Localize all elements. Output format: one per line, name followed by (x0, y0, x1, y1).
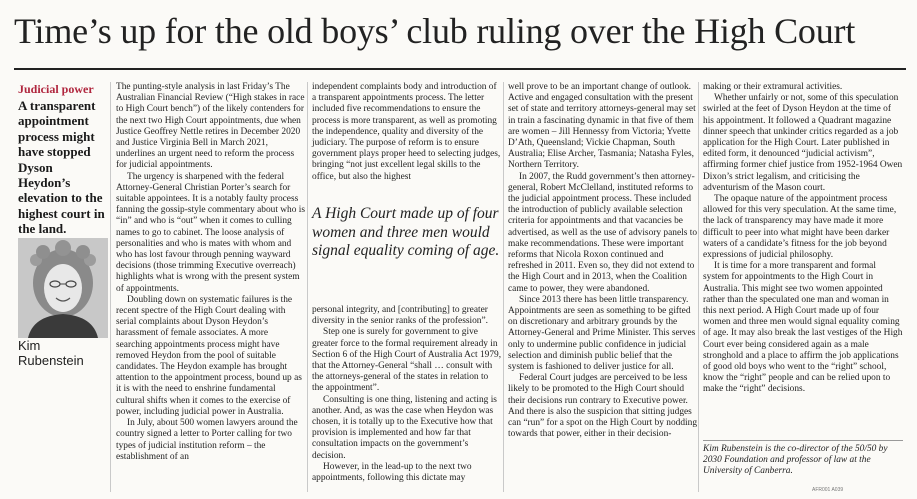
paragraph: well prove to be an important change of outlook. Active and engaged consultation with the present set of state and territory attorneys-general may set in train a fascinating dynamic in that five of them are women – Jill Hennessy from Victoria; Yvette D’Ath, Queensland; Vickie Chapman, South Australia; Elise Archer, Tasmania; Natasha Fyles, Northern Territory. (508, 82, 696, 171)
kicker: Judicial power (18, 82, 94, 96)
column-1 (116, 82, 306, 492)
paragraph: The punting-style analysis in last Friday’s The Australian Financial Review (“High stakes in race to High Court bench”) of the likely contenders for the next two High Court appointments, due when Justice Geoffrey Nettle retires in December 2020 and Justice Virginia Bell in March 2021, underlines an urgent need to reform the process for judicial appointments. (116, 82, 305, 171)
column-divider (110, 82, 111, 492)
sidebar (18, 82, 108, 237)
paragraph: Consulting is one thing, listening and acting is another. And, as was the case when Heydon was chosen, it is totally up to the Executive how that provision is implemented and how far that consultation impacts on the government’s decision. (312, 394, 497, 461)
paragraph: In July, about 500 women lawyers around the country signed a letter to Porter calling for two types of judicial institution reform – the establishment of an (116, 418, 298, 462)
paragraph: The opaque nature of the appointment process allowed for this very speculation. At the same time, the lack of transparency may have made it more difficult to peer into what might have been darker waters of a candidate’s fitness for the job beyond expressions of judicial philosophy. (703, 194, 897, 261)
paragraph: independent complaints body and introduction of a transparent appointments process. The letter included five recommendations to ensure the process is more transparent, as well as promoting the independence, quality and diversity of the judiciary. The purpose of reform is to ensure government plays proper heed to selecting judges, bringing “not just excellent legal skills to the office, but also the highest (312, 82, 501, 182)
paragraph: Step one is surely for government to give greater force to the formal requirement already in Section 6 of the High Court of Australia Act 1979, that the Attorney-General “shall … consult with the attorneys-general of the states in relation to the appointment”. (312, 327, 502, 394)
column-2-top (312, 82, 502, 196)
column-4 (703, 82, 903, 396)
paragraph: However, in the lead-up to the next two appointments, following this dictate may (312, 461, 472, 484)
page-code: AFR001 A039 (812, 487, 844, 493)
author-endnote: Kim Rubenstein is the co-director of the 50/50 by 2030 Foundation and professor of law at the University of Canberra. (703, 444, 888, 477)
paragraph: personal integrity, and [contributing] to greater diversity in the senior ranks of the profession”. (312, 305, 489, 327)
headline: Time’s up for the old boys’ club ruling over the High Court (14, 11, 856, 51)
headline-rule (14, 68, 906, 70)
paragraph: Whether unfairly or not, some of this speculation swirled at the feet of Dyson Heydon at the time of his appointment. It followed a Quadrant magazine dinner speech that unkinder critics regarded as a job application for the High Court. Later published in edited form, it denounced “judicial activism”, affirming former chief justice from 1952-1964 Owen Dixon’s strict legalism, and criticising the adventurism of the Mason court. (703, 93, 903, 193)
column-divider (503, 82, 504, 492)
paragraph: Federal Court judges are perceived to be less likely to be promoted to the High Court should their decisions run contrary to Executive power. And there is also the suspicion that sitting judges can “run” for a spot on the High Court by nodding towards that power, either in their decision- (508, 373, 698, 440)
paragraph: making or their extramural activities. (703, 82, 843, 92)
paragraph: It is time for a more transparent and formal system for appointments to the High Court in Australia. This might see two women appointed rather than the speculated one man and woman in this next period. A High Court made up of four women and three men would signal equality coming of age. It may also break the last vestiges of the High Court ever being considered again as a male stronghold and a place to affirm the job applications of good old boys who went to the “right” school, know the “right” people and can be relied upon to make the “right” decisions. (703, 261, 903, 395)
byline: Kim Rubenstein (18, 338, 84, 368)
paragraph: Doubling down on systematic failures is the recent spectre of the High Court dealing with serial complaints about Dyson Heydon’s harassment of female associates. A more searching appointments process might have removed Heydon from the pool of suitable candidates. The Heydon example has brought attention to the appointment process, bound up as it is with the need to enshrine fundamental cultural shifts when it comes to the exercise of power, including judicial power in Australia. (116, 294, 302, 417)
column-divider (307, 82, 308, 492)
pull-quote: A High Court made up of four women and three men would signal equality coming of age. (312, 205, 500, 259)
paragraph: Since 2013 there has been little transparency. Appointments are seen as something to be gifted on discretionary and arbitrary grounds by the Attorney-General and Prime Minister. This serves only to undermine public confidence in judicial selection and diminish public belief that the system is fashioned to deliver justice for all. (508, 294, 696, 373)
endnote-rule (703, 440, 903, 441)
column-2-bottom (312, 305, 502, 495)
author-portrait-icon (18, 238, 108, 338)
author-photo (18, 238, 108, 338)
column-3 (508, 82, 698, 492)
standfirst: A transparent appointment process might have stopped Dyson Heydon’s elevation to the highest court in the land. (18, 98, 105, 237)
paragraph: The urgency is sharpened with the federal Attorney-General Christian Porter’s search for suitable appointees. It is a notably faulty process fanning the gossip-style commentary about who is “in” and who is “out” when it comes to culling names to go to cabinet. The loose analysis of personalities and who is mates with whom and who has lost favour through penning wayward decisions (those trimming Executive overreach) highlights what is wrong with the present system of appointments. (116, 171, 306, 294)
paragraph: In 2007, the Rudd government’s then attorney-general, Robert McClelland, instituted reforms to the judicial appointment process. These included the introduction of publicly available selection criteria for appointments and that vacancies be advertised, as well as the use of advisory panels to make recommendations. These were important reforms that Nicola Roxon continued and refreshed in 2011. Even so, they did not extend to the High Court and in 2013, when the Coalition came to power, they were abandoned. (508, 171, 698, 294)
column-divider (698, 82, 699, 492)
